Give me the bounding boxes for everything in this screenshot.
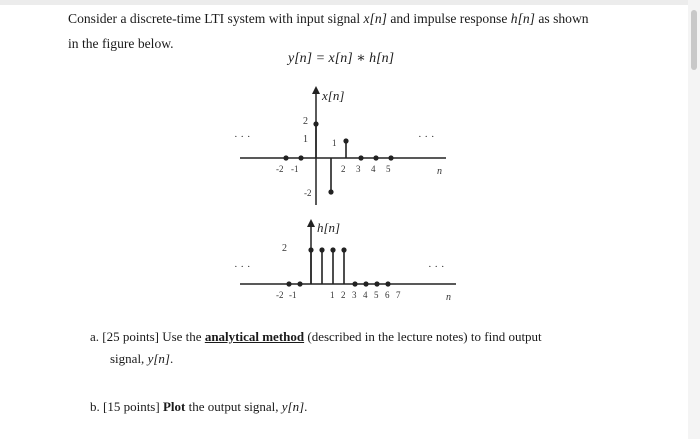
h-sample-n3 [341, 247, 346, 252]
h-sample-n6 [374, 281, 379, 286]
x-symbol: x[n] [363, 11, 387, 26]
h-xtick-5: 5 [374, 290, 379, 300]
h-xtick-2: 2 [341, 290, 346, 300]
h-xtick-3: 3 [352, 290, 357, 300]
x-xtick-5: 5 [386, 164, 391, 174]
h-ytick-2: 2 [282, 243, 287, 254]
h-sample-n2 [330, 247, 335, 252]
x-dots-left: · · · [234, 131, 251, 143]
h-dots-left: · · · [234, 261, 251, 273]
h-stems [286, 247, 390, 286]
x-value-label-neg2: -2 [304, 188, 312, 198]
x-n-label: n [437, 166, 442, 177]
qa-line2-post: . [169, 351, 174, 366]
h-xtick-neg2: -2 [276, 290, 284, 300]
h-positive-ticks [330, 290, 401, 300]
h-xtick-neg1: -1 [289, 290, 297, 300]
question-b [90, 396, 610, 418]
qa-y-symbol: y[n] [147, 351, 170, 366]
qa-mid: (described in the lecture notes) to find output [304, 329, 542, 344]
h-signal-label: h[n] [317, 220, 341, 235]
qb-post: . [304, 399, 308, 414]
qb-plot: Plot [162, 399, 186, 414]
x-ytick-2: 2 [303, 116, 308, 127]
intro-line-2: in the figure below. [68, 36, 174, 51]
convolution-equation: y[n] = x[n] ∗ h[n] [288, 51, 395, 66]
h-xtick-7: 7 [396, 290, 401, 300]
h-axis-arrow [307, 219, 315, 227]
intro-text-2: and impulse response [386, 11, 511, 26]
h-dots-right: · · · [428, 261, 445, 273]
x-xtick-4: 4 [371, 164, 376, 174]
x-xtick-3: 3 [356, 164, 361, 174]
h-sample-n0 [308, 247, 313, 252]
x-signal-label: x[n] [322, 88, 345, 103]
h-sample-n7 [385, 281, 390, 286]
h-sample-n5 [363, 281, 368, 286]
h-xtick-6: 6 [385, 290, 390, 300]
qb-y-symbol: y[n] [281, 399, 305, 414]
intro-text-3: as shown [534, 11, 589, 26]
qb-prefix: b. [15 points] [90, 399, 163, 414]
qa-line2-pre: signal, [110, 351, 148, 366]
x-xtick-neg2: -2 [276, 164, 284, 174]
h-xtick-4: 4 [363, 290, 368, 300]
qb-mid: the output signal, [185, 399, 282, 414]
h-n-label: n [446, 292, 451, 303]
qa-prefix: a. [25 points] Use the [90, 329, 205, 344]
h-sample-n-2 [286, 281, 291, 286]
x-xtick-neg1: -1 [291, 164, 299, 174]
h-symbol: h[n] [510, 11, 535, 26]
intro-text-1: Consider a discrete-time LTI system with input signal [68, 11, 364, 26]
x-value-label-1: 1 [332, 138, 337, 148]
question-a [90, 326, 610, 370]
h-xtick-1: 1 [330, 290, 335, 300]
h-sample-n1 [319, 247, 324, 252]
qa-analytical-method: analytical method [204, 329, 305, 344]
x-ytick-1: 1 [303, 134, 308, 145]
x-dots-right: · · · [418, 131, 435, 143]
x-xtick-2: 2 [341, 164, 346, 174]
h-sample-n-1 [297, 281, 302, 286]
h-sample-n4 [352, 281, 357, 286]
